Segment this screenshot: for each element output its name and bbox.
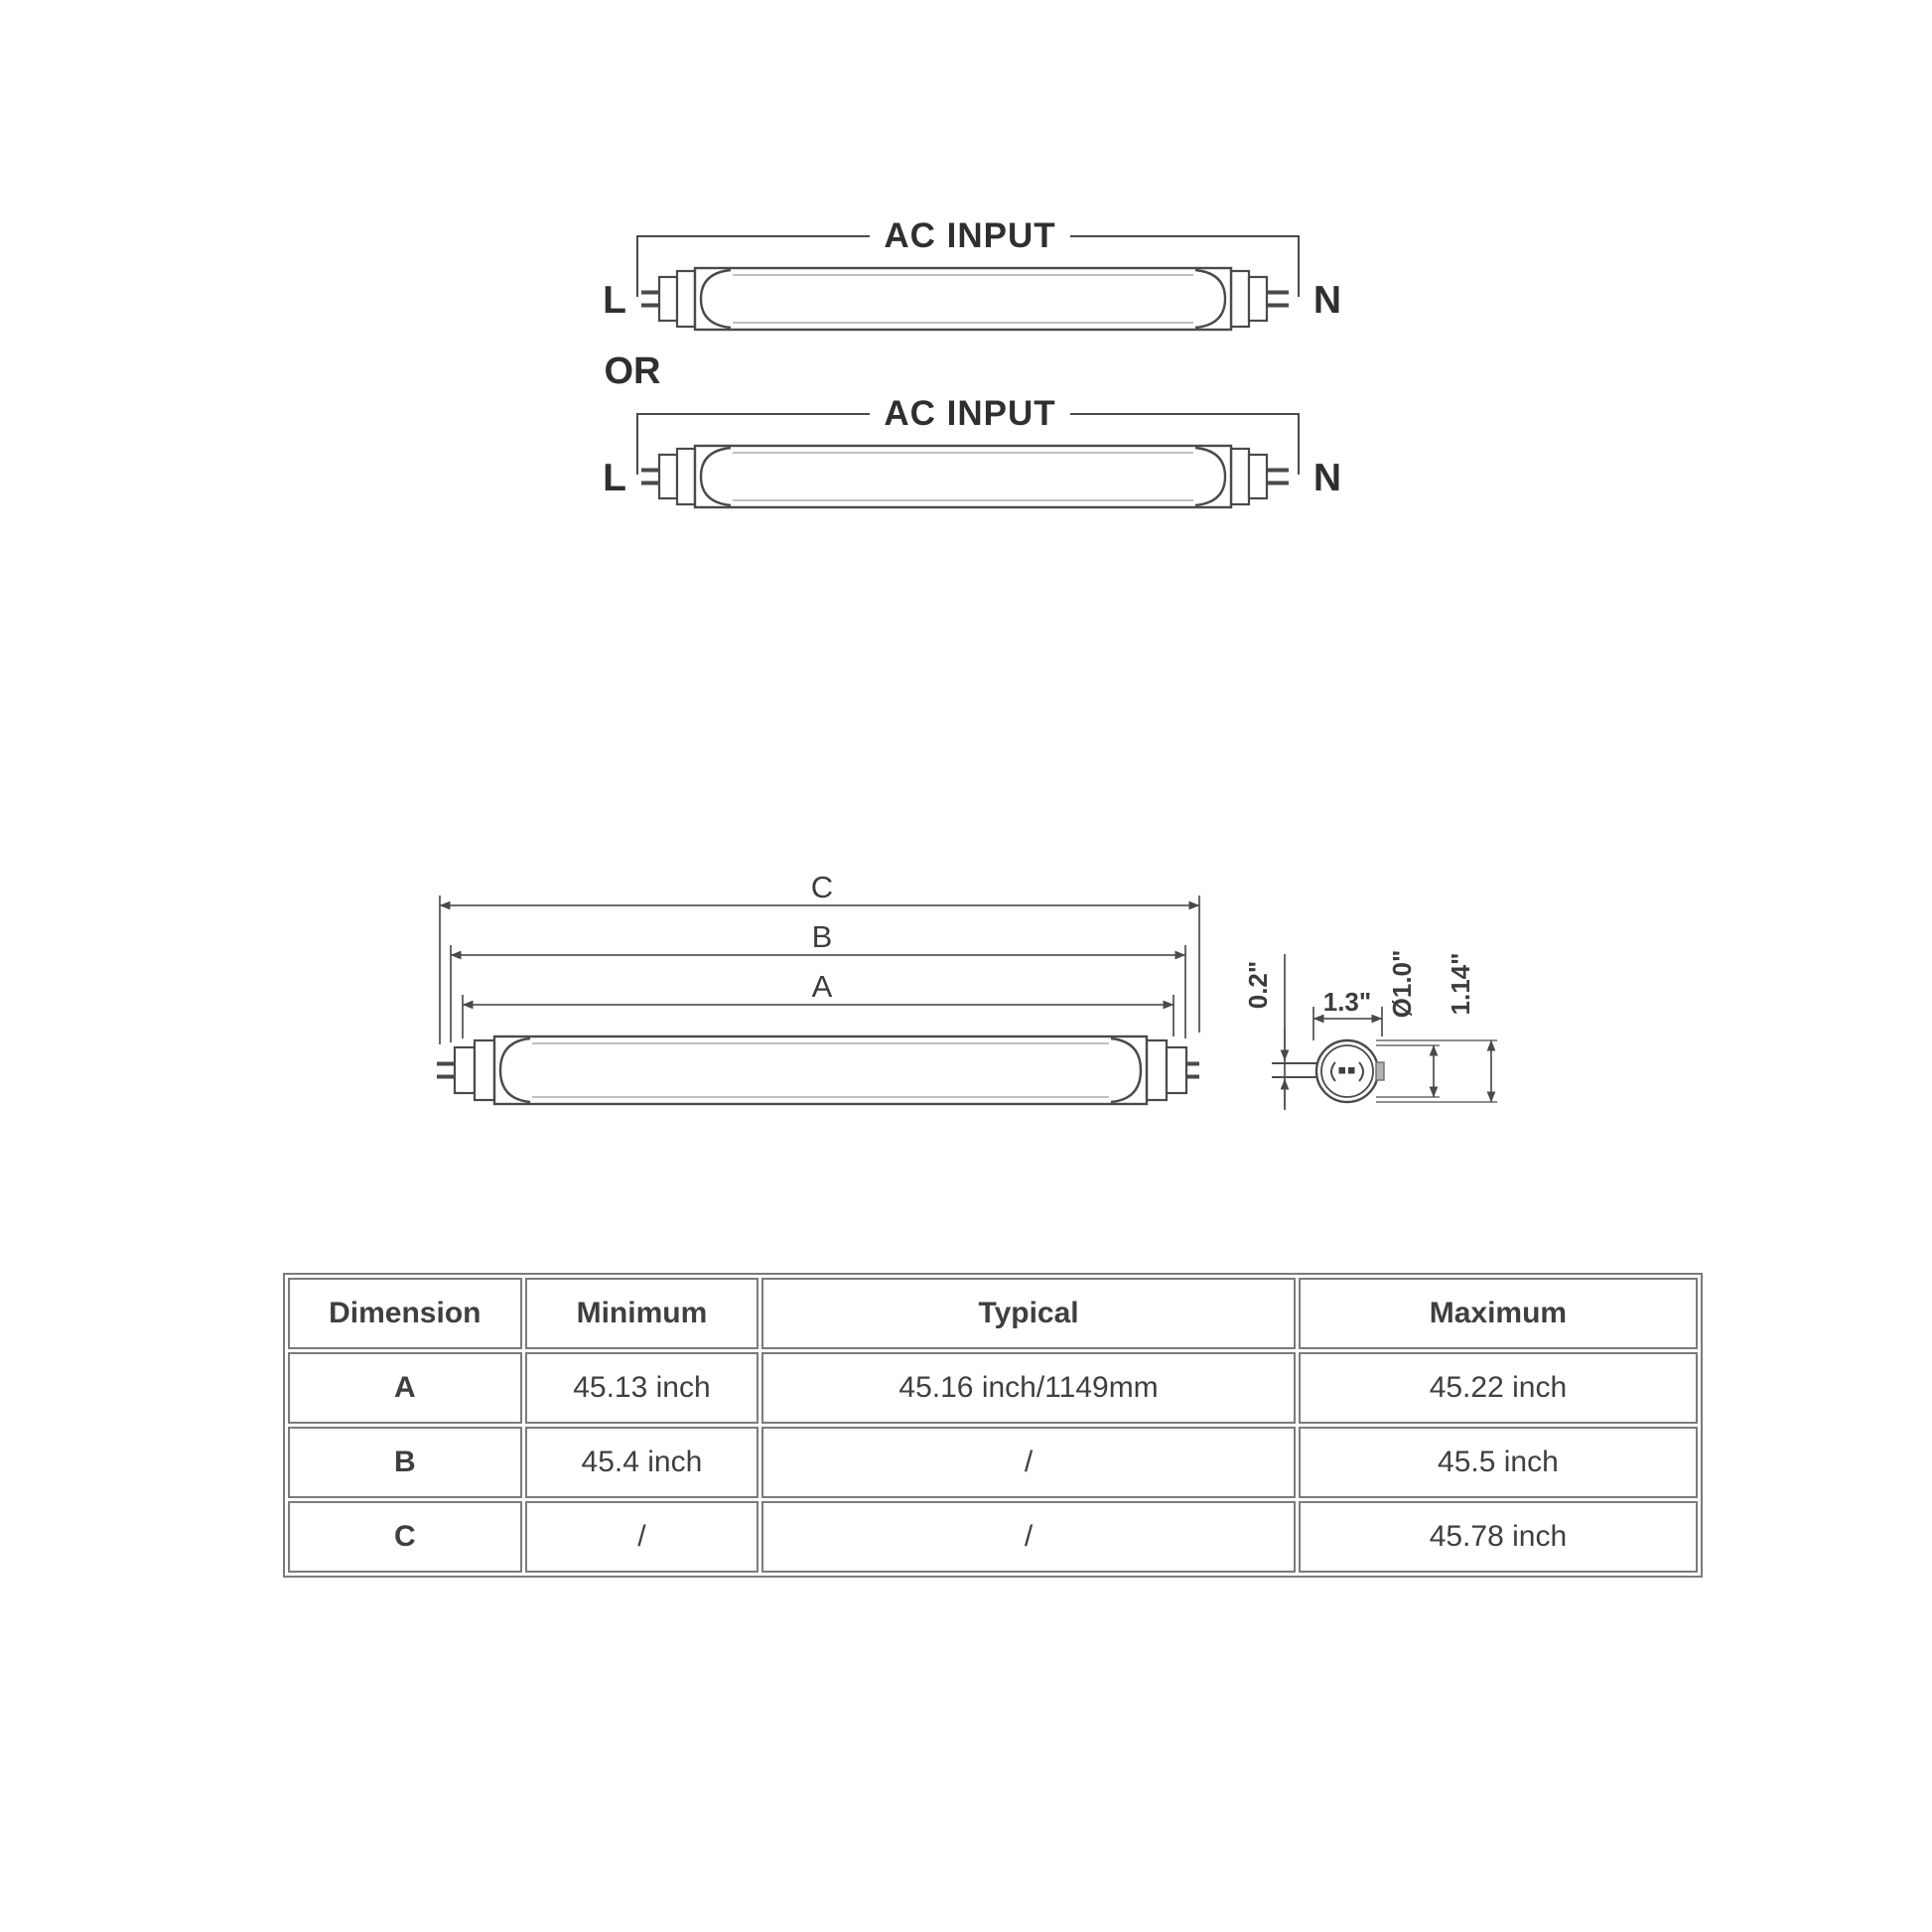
glass-diameter-label: Ø1.0" (1387, 949, 1417, 1019)
dim-b-label: B (811, 919, 833, 954)
row-a-maximum: 45.22 inch (1299, 1352, 1698, 1424)
header-typical: Typical (761, 1278, 1296, 1349)
row-b-maximum: 45.5 inch (1299, 1427, 1698, 1498)
end-cap-locating-lug (1376, 1062, 1384, 1080)
end-cap (475, 1040, 494, 1100)
row-a-label: A (288, 1352, 522, 1424)
dimensions-table (283, 1273, 1703, 1578)
end-cap-inner-circle (1321, 1045, 1373, 1097)
wiring-diagram-1 (603, 216, 1341, 330)
end-cap (1249, 277, 1267, 321)
glass-body (494, 1036, 1147, 1104)
end-cap (659, 455, 677, 498)
row-c-typical: / (761, 1501, 1296, 1573)
row-b-minimum: 45.4 inch (525, 1427, 759, 1498)
table-row (288, 1427, 1698, 1498)
overall-diameter-label: 1.14" (1446, 952, 1475, 1016)
row-c-label: C (288, 1501, 522, 1573)
wiring-diagram-2 (603, 394, 1341, 507)
pin-spacing-label: 0.2" (1243, 960, 1273, 1010)
end-cap (455, 1047, 475, 1093)
glass-body (695, 446, 1231, 507)
or-label: OR (604, 350, 661, 392)
end-cap (659, 277, 677, 321)
row-c-minimum: / (525, 1501, 759, 1573)
row-b-label: B (288, 1427, 522, 1498)
table-row (288, 1352, 1698, 1424)
glass-body (695, 268, 1231, 330)
row-b-typical: / (761, 1427, 1296, 1498)
end-view (1243, 950, 1497, 1110)
led-tube-symbol (641, 446, 1289, 507)
row-a-minimum: 45.13 inch (525, 1352, 759, 1424)
end-cap (1167, 1047, 1186, 1093)
line-terminal-label: L (603, 457, 626, 499)
ac-input-label: AC INPUT (884, 394, 1056, 433)
bi-pin-contact-right (1348, 1067, 1355, 1074)
row-c-maximum: 45.78 inch (1299, 1501, 1698, 1573)
table-header-row (288, 1278, 1698, 1349)
neutral-terminal-label: N (1312, 457, 1342, 499)
led-tube-symbol (641, 268, 1289, 330)
end-cap (1231, 449, 1249, 504)
line-terminal-label: L (603, 279, 626, 322)
row-a-typical: 45.16 inch/1149mm (761, 1352, 1296, 1424)
bi-pin-contact-left (1339, 1067, 1346, 1074)
end-cap (677, 271, 695, 327)
end-cap (1249, 455, 1267, 498)
end-cap (1231, 271, 1249, 327)
end-cap (1147, 1040, 1167, 1100)
dim-c-label: C (810, 870, 834, 904)
dimension-drawing (437, 870, 1199, 1104)
table-row (288, 1501, 1698, 1573)
dim-a-label: A (811, 969, 833, 1004)
end-cap (677, 449, 695, 504)
ac-input-label: AC INPUT (884, 216, 1056, 255)
header-dimension: Dimension (288, 1278, 522, 1349)
neutral-terminal-label: N (1312, 279, 1342, 322)
led-tube-side-view (437, 1036, 1199, 1104)
header-maximum: Maximum (1299, 1278, 1698, 1349)
cap-width-label: 1.3" (1322, 987, 1372, 1017)
header-minimum: Minimum (525, 1278, 759, 1349)
